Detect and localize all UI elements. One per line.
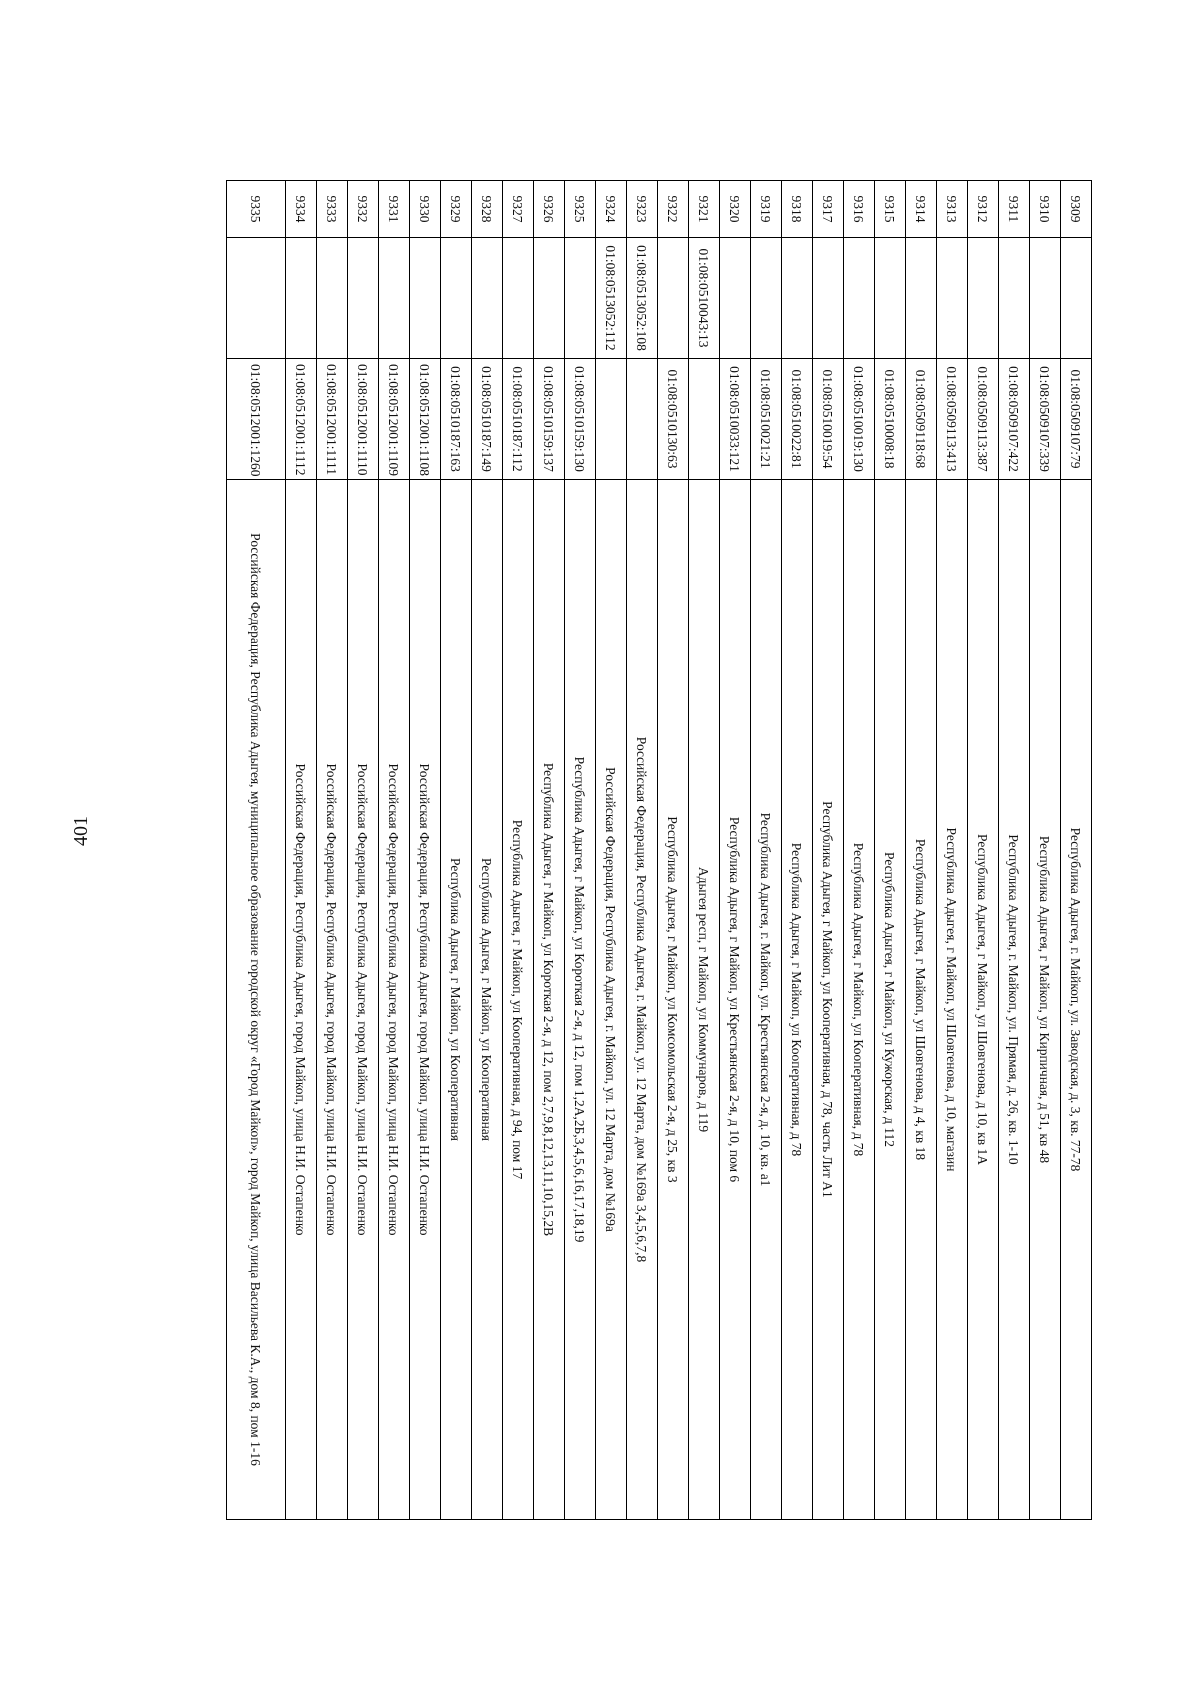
previous-cadastral-number-cell xyxy=(1030,238,1061,359)
row-number-cell: 9330 xyxy=(410,181,441,238)
address-cell: Республика Адыгея, г Майкоп, ул Шовгенова, д 10, магазин xyxy=(937,480,968,1520)
previous-cadastral-number-cell xyxy=(1061,238,1092,359)
table-row xyxy=(472,181,503,1520)
address-cell: Российская Федерация, Республика Адыгея, город Майкоп, улица Н.И. Остапенко xyxy=(410,480,441,1520)
table-row xyxy=(658,181,689,1520)
row-number-cell: 9327 xyxy=(503,181,534,238)
address-cell: Российская Федерация, Республика Адыгея, город Майкоп, улица Н.И. Остапенко xyxy=(317,480,348,1520)
row-number-cell: 9317 xyxy=(813,181,844,238)
previous-cadastral-number-cell xyxy=(410,238,441,359)
address-cell: Республика Адыгея, г. Майкоп, ул. Крестьянская 2-я, д. 10, кв. а1 xyxy=(751,480,782,1520)
address-cell: Республика Адыгея, г Майкоп, ул Кооперативная, д 94, пом 17 xyxy=(503,480,534,1520)
previous-cadastral-number-cell xyxy=(379,238,410,359)
row-number-cell: 9324 xyxy=(596,181,627,238)
previous-cadastral-number-cell xyxy=(813,238,844,359)
row-number-cell: 9332 xyxy=(348,181,379,238)
previous-cadastral-number-cell xyxy=(782,238,813,359)
cadastral-number-cell: 01:08:0510019:130 xyxy=(844,359,875,480)
previous-cadastral-number-cell: 01:08:0510043:13 xyxy=(689,238,720,359)
previous-cadastral-number-cell xyxy=(286,238,317,359)
table-row xyxy=(813,181,844,1520)
row-number-cell: 9312 xyxy=(968,181,999,238)
address-cell: Республика Адыгея, г Майкоп, ул Кооперативная, д 78 xyxy=(844,480,875,1520)
address-cell: Адыгея респ, г Майкоп, ул Коммунаров, д 119 xyxy=(689,480,720,1520)
cadastral-number-cell: 01:08:0512001:1108 xyxy=(410,359,441,480)
cadastral-number-cell: 01:08:0510159:130 xyxy=(565,359,596,480)
previous-cadastral-number-cell xyxy=(937,238,968,359)
row-number-cell: 9320 xyxy=(720,181,751,238)
table-row xyxy=(227,181,286,1520)
row-number-cell: 9310 xyxy=(1030,181,1061,238)
table-row xyxy=(441,181,472,1520)
address-cell: Российская Федерация, Республика Адыгея, город Майкоп, улица Н.И. Остапенко xyxy=(379,480,410,1520)
cadastral-number-cell: 01:08:0512001:1260 xyxy=(227,359,286,480)
cadastral-number-cell: 01:08:0509107:422 xyxy=(999,359,1030,480)
page-number: 401 xyxy=(70,816,92,846)
previous-cadastral-number-cell xyxy=(906,238,937,359)
cadastral-number-cell: 01:08:0509107:79 xyxy=(1061,359,1092,480)
address-cell: Республика Адыгея, г Майкоп, ул Кирпичная, д 51, кв 48 xyxy=(1030,480,1061,1520)
table-row xyxy=(317,181,348,1520)
cadastral-number-cell: 01:08:0512001:1110 xyxy=(348,359,379,480)
cadastral-number-cell xyxy=(627,359,658,480)
table-row xyxy=(379,181,410,1520)
address-cell: Республика Адыгея, г Майкоп, ул Кужорская, д 112 xyxy=(875,480,906,1520)
previous-cadastral-number-cell xyxy=(720,238,751,359)
row-number-cell: 9331 xyxy=(379,181,410,238)
address-cell: Республика Адыгея, г Майкоп, ул Кооперативная xyxy=(472,480,503,1520)
table-row xyxy=(627,181,658,1520)
address-cell: Республика Адыгея, г Майкоп, ул Кооперативная, д 78, часть Лит А1 xyxy=(813,480,844,1520)
rotated-table-wrapper xyxy=(172,180,1092,1520)
previous-cadastral-number-cell xyxy=(658,238,689,359)
address-cell: Республика Адыгея, г Майкоп, ул Кооперативная, д 78 xyxy=(782,480,813,1520)
previous-cadastral-number-cell xyxy=(503,238,534,359)
table-row xyxy=(937,181,968,1520)
cadastral-number-cell: 01:08:0512001:1111 xyxy=(317,359,348,480)
row-number-cell: 9323 xyxy=(627,181,658,238)
previous-cadastral-number-cell xyxy=(227,238,286,359)
table-row xyxy=(565,181,596,1520)
table-row xyxy=(348,181,379,1520)
previous-cadastral-number-cell xyxy=(441,238,472,359)
row-number-cell: 9328 xyxy=(472,181,503,238)
row-number-cell: 9325 xyxy=(565,181,596,238)
row-number-cell: 9319 xyxy=(751,181,782,238)
cadastral-number-cell: 01:08:0510033:121 xyxy=(720,359,751,480)
row-number-cell: 9318 xyxy=(782,181,813,238)
cadastral-number-cell: 01:08:0512001:1112 xyxy=(286,359,317,480)
table-row xyxy=(596,181,627,1520)
previous-cadastral-number-cell xyxy=(751,238,782,359)
row-number-cell: 9333 xyxy=(317,181,348,238)
cadastral-number-cell xyxy=(596,359,627,480)
previous-cadastral-number-cell xyxy=(844,238,875,359)
cadastral-number-cell: 01:08:0509107:339 xyxy=(1030,359,1061,480)
row-number-cell: 9335 xyxy=(227,181,286,238)
table-row xyxy=(1061,181,1092,1520)
row-number-cell: 9311 xyxy=(999,181,1030,238)
row-number-cell: 9314 xyxy=(906,181,937,238)
cadastral-number-cell: 01:08:0510187:112 xyxy=(503,359,534,480)
table-row xyxy=(906,181,937,1520)
table-row xyxy=(999,181,1030,1520)
cadastral-number-cell: 01:08:0510022:81 xyxy=(782,359,813,480)
cadastral-number-cell: 01:08:0509118:68 xyxy=(906,359,937,480)
address-cell: Республика Адыгея, г Майкоп, ул Короткая 2-я, д 12, пом 1,2А,2Б,3,4,5,6,16,17,18,19 xyxy=(565,480,596,1520)
cadastral-number-cell: 01:08:0510187:149 xyxy=(472,359,503,480)
table-row xyxy=(751,181,782,1520)
table-row xyxy=(689,181,720,1520)
address-cell: Российская Федерация, Республика Адыгея, г. Майкоп, ул. 12 Марта, дом №169а 3,4,5,6,7,8 xyxy=(627,480,658,1520)
row-number-cell: 9309 xyxy=(1061,181,1092,238)
row-number-cell: 9329 xyxy=(441,181,472,238)
table-row xyxy=(782,181,813,1520)
address-cell: Российская Федерация, Республика Адыгея, муниципальное образование городской округ «Город Майкоп», город Майкоп, улица Васильева К.А., дом 8, пом 1-16 xyxy=(227,480,286,1520)
previous-cadastral-number-cell xyxy=(565,238,596,359)
table-row xyxy=(968,181,999,1520)
row-number-cell: 9334 xyxy=(286,181,317,238)
row-number-cell: 9313 xyxy=(937,181,968,238)
table-row xyxy=(534,181,565,1520)
previous-cadastral-number-cell xyxy=(534,238,565,359)
address-cell: Республика Адыгея, г Майкоп, ул Кооперативная xyxy=(441,480,472,1520)
address-cell: Республика Адыгея, г. Майкоп, ул. Прямая, д. 26, кв. 1-10 xyxy=(999,480,1030,1520)
previous-cadastral-number-cell: 01:08:0513052:112 xyxy=(596,238,627,359)
cadastral-number-cell: 01:08:0510159:137 xyxy=(534,359,565,480)
address-cell: Республика Адыгея, г Майкоп, ул Шовгенова, д 10, кв 1А xyxy=(968,480,999,1520)
row-number-cell: 9316 xyxy=(844,181,875,238)
cadastral-number-cell: 01:08:0510021:21 xyxy=(751,359,782,480)
address-cell: Российская Федерация, Республика Адыгея, город Майкоп, улица Н.И. Остапенко xyxy=(348,480,379,1520)
cadastral-number-cell xyxy=(689,359,720,480)
address-cell: Республика Адыгея, г Майкоп, ул Крестьянская 2-я, д 10, пом 6 xyxy=(720,480,751,1520)
table-body xyxy=(227,181,1092,1520)
previous-cadastral-number-cell xyxy=(472,238,503,359)
cadastral-number-cell: 01:08:0509113:413 xyxy=(937,359,968,480)
address-cell: Республика Адыгея, г Майкоп, ул Шовгенова, д 4, кв 18 xyxy=(906,480,937,1520)
row-number-cell: 9315 xyxy=(875,181,906,238)
cadastral-number-cell: 01:08:0510130:63 xyxy=(658,359,689,480)
table-row xyxy=(720,181,751,1520)
previous-cadastral-number-cell xyxy=(875,238,906,359)
row-number-cell: 9322 xyxy=(658,181,689,238)
cadastral-table xyxy=(226,180,1092,1520)
address-cell: Республика Адыгея, г. Майкоп, ул. Заводская, д. 3, кв. 77-78 xyxy=(1061,480,1092,1520)
table-row xyxy=(410,181,441,1520)
table-row xyxy=(286,181,317,1520)
table-row xyxy=(1030,181,1061,1520)
cadastral-number-cell: 01:08:0509113:387 xyxy=(968,359,999,480)
cadastral-number-cell: 01:08:0510187:163 xyxy=(441,359,472,480)
cadastral-number-cell: 01:08:0512001:1109 xyxy=(379,359,410,480)
address-cell: Республика Адыгея, г Майкоп, ул Комсомольская 2-я, д 25, кв 3 xyxy=(658,480,689,1520)
table-row xyxy=(503,181,534,1520)
cadastral-number-cell: 01:08:0510008:18 xyxy=(875,359,906,480)
address-cell: Республика Адыгея, г Майкоп, ул Короткая 2-я, д 12, пом 2,7,9,8,12,13,11,10,15,2В xyxy=(534,480,565,1520)
table-row xyxy=(844,181,875,1520)
row-number-cell: 9326 xyxy=(534,181,565,238)
previous-cadastral-number-cell xyxy=(348,238,379,359)
cadastral-number-cell: 01:08:0510019:54 xyxy=(813,359,844,480)
address-cell: Российская Федерация, Республика Адыгея, г. Майкоп, ул. 12 Марта, дом №169а xyxy=(596,480,627,1520)
previous-cadastral-number-cell xyxy=(999,238,1030,359)
address-cell: Российская Федерация, Республика Адыгея, город Майкоп, улица Н.И. Остапенко xyxy=(286,480,317,1520)
previous-cadastral-number-cell: 01:08:0513052:108 xyxy=(627,238,658,359)
row-number-cell: 9321 xyxy=(689,181,720,238)
previous-cadastral-number-cell xyxy=(968,238,999,359)
table-row xyxy=(875,181,906,1520)
previous-cadastral-number-cell xyxy=(317,238,348,359)
